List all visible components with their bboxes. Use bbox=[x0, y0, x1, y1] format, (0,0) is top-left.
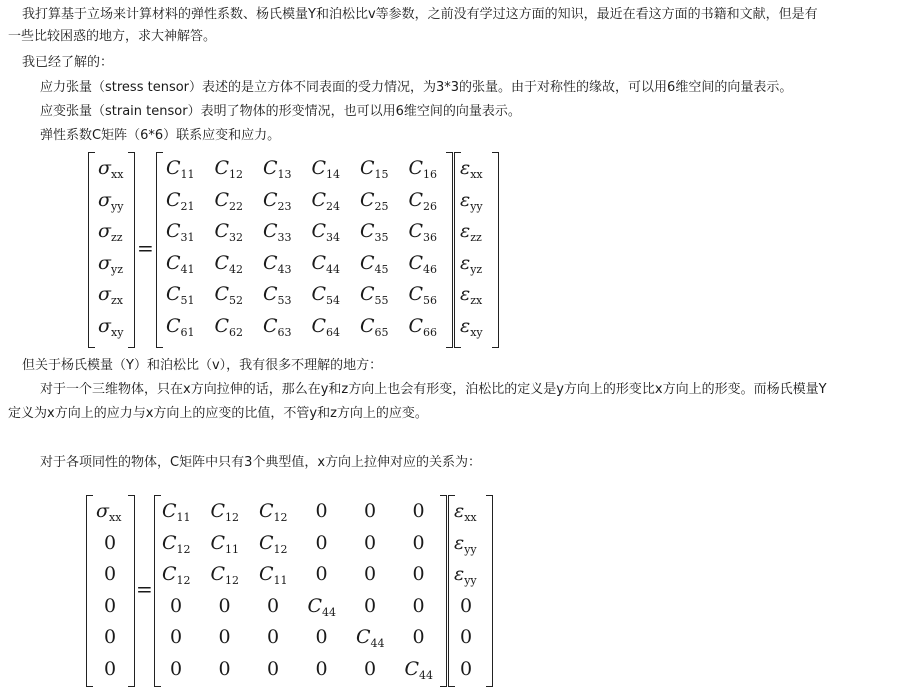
c-matrix-entry: $C_{64}$ bbox=[311, 314, 341, 339]
c-matrix-entry: $C_{45}$ bbox=[360, 251, 389, 276]
c-matrix-entry: $C_{44}$ bbox=[307, 594, 337, 619]
c-matrix-entry: $C_{12}$ bbox=[210, 563, 240, 587]
c-matrix-entry: $C_{24}$ bbox=[311, 188, 341, 213]
stress-component: $\sigma_{xx}$ bbox=[96, 500, 122, 524]
c-matrix-entry: $C_{66}$ bbox=[408, 314, 438, 339]
strain-component: $\varepsilon_{xx}$ bbox=[460, 157, 483, 181]
c-matrix-entry: $C_{12}$ bbox=[210, 500, 240, 524]
c-matrix-entry: 0 bbox=[412, 563, 425, 585]
c-matrix-entry: $C_{44}$ bbox=[356, 626, 385, 650]
stress-component: $\sigma_{zx}$ bbox=[98, 283, 123, 307]
c-matrix-entry: 0 bbox=[363, 657, 377, 680]
c-matrix-entry: 0 bbox=[169, 594, 183, 617]
c-matrix-entry: $C_{32}$ bbox=[214, 220, 244, 244]
c-matrix-entry: $C_{63}$ bbox=[263, 314, 292, 339]
stress-component: $\sigma_{xy}$ bbox=[98, 314, 124, 339]
c-matrix-entry: 0 bbox=[412, 531, 425, 554]
strain-component: 0 bbox=[459, 626, 473, 648]
rhs-right-bracket bbox=[486, 495, 493, 687]
intro-line-1: 我打算基于立场来计算材料的弹性系数、杨氏模量Y和泊松比v等参数，之前没有学过这方面的知识，最近在看这方面的书籍和文献，但是有 bbox=[22, 7, 818, 22]
c-matrix-entry: $C_{41}$ bbox=[166, 251, 195, 276]
strain-component: $\varepsilon_{yy}$ bbox=[454, 563, 477, 587]
c-matrix-entry: $C_{44}$ bbox=[404, 657, 434, 682]
c-matrix-entry: 0 bbox=[315, 626, 328, 648]
strain-component: $\varepsilon_{zz}$ bbox=[460, 220, 482, 244]
c-matrix-entry: $C_{36}$ bbox=[408, 220, 438, 244]
c-matrix-entry: 0 bbox=[315, 563, 328, 585]
c-matrix-entry: $C_{53}$ bbox=[263, 283, 292, 307]
c-matrix-entry: 0 bbox=[266, 594, 280, 617]
rhs-right-bracket bbox=[492, 152, 499, 348]
stress-component: 0 bbox=[103, 626, 117, 648]
c-matrix-entry: $C_{26}$ bbox=[408, 188, 438, 213]
equals-sign: = bbox=[136, 577, 153, 601]
c-matrix-entry: $C_{61}$ bbox=[166, 314, 195, 339]
c-matrix-entry: $C_{23}$ bbox=[263, 188, 292, 213]
stress-component: $\sigma_{zz}$ bbox=[98, 220, 123, 244]
c-matrix-entry: $C_{44}$ bbox=[311, 251, 341, 276]
strain-component: $\varepsilon_{zx}$ bbox=[460, 283, 483, 307]
c-matrix-entry: $C_{51}$ bbox=[166, 283, 195, 307]
lhs-right-bracket bbox=[128, 152, 135, 348]
c-matrix-entry: $C_{16}$ bbox=[408, 157, 438, 181]
c-matrix-entry: 0 bbox=[363, 500, 377, 522]
equals-sign: = bbox=[137, 236, 154, 260]
stress-component: $\sigma_{yy}$ bbox=[98, 188, 124, 213]
intro-line-2: 一些比较困惑的地方，求大神解答。 bbox=[8, 29, 217, 44]
c-matrix-entry: $C_{11}$ bbox=[166, 157, 195, 181]
c-matrix-entry: 0 bbox=[315, 531, 328, 554]
stress-component: 0 bbox=[103, 594, 117, 617]
c-matrix-entry: 0 bbox=[169, 657, 183, 680]
c-matrix-entry: $C_{13}$ bbox=[263, 157, 292, 181]
stress-component: 0 bbox=[103, 563, 117, 585]
c-matrix-entry: $C_{12}$ bbox=[214, 157, 244, 181]
c-matrix-entry: $C_{62}$ bbox=[214, 314, 244, 339]
elasticity-equation-isotropic bbox=[86, 495, 496, 687]
c-matrix-entry: $C_{34}$ bbox=[311, 220, 341, 244]
c-matrix-entry: $C_{12}$ bbox=[162, 563, 191, 587]
c-matrix-entry: $C_{15}$ bbox=[360, 157, 389, 181]
c-matrix-entry: $C_{14}$ bbox=[311, 157, 341, 181]
c-matrix-entry: 0 bbox=[266, 626, 280, 648]
lhs-right-bracket bbox=[128, 495, 135, 687]
strain-component: 0 bbox=[459, 594, 473, 617]
c-matrix-entry: $C_{65}$ bbox=[360, 314, 389, 339]
c-matrix-entry: 0 bbox=[363, 594, 377, 617]
known-header: 我已经了解的： bbox=[22, 55, 114, 70]
stress-component: 0 bbox=[103, 657, 117, 680]
c-matrix-entry: $C_{31}$ bbox=[166, 220, 195, 244]
stress-tensor-text: 应力张量（stress tensor）表述的是立方体不同表面的受力情况，为3*3的张量。由于对称性的缘故，可以用6维空间的向量表示。 bbox=[40, 80, 793, 95]
c-matrix-right-bracket bbox=[446, 152, 453, 348]
c-matrix-entry: $C_{46}$ bbox=[408, 251, 438, 276]
c-matrix-entry: $C_{52}$ bbox=[214, 283, 244, 307]
stress-component: $\sigma_{yz}$ bbox=[98, 251, 123, 276]
body-line-2: 定义为x方向上的应力与x方向上的应变的比值，不管y和z方向上的应变。 bbox=[8, 406, 428, 421]
elasticity-equation-general bbox=[88, 152, 508, 348]
c-matrix-entry: $C_{54}$ bbox=[311, 283, 341, 307]
c-matrix-entry: 0 bbox=[218, 626, 231, 648]
c-matrix-entry: $C_{12}$ bbox=[259, 531, 288, 556]
c-matrix-entry: $C_{35}$ bbox=[360, 220, 389, 244]
strain-component: $\varepsilon_{xx}$ bbox=[454, 500, 477, 524]
stress-component: $\sigma_{xx}$ bbox=[98, 157, 124, 181]
c-matrix-entry: 0 bbox=[412, 626, 425, 648]
elastic-matrix-text: 弹性系数C矩阵（6*6）联系应变和应力。 bbox=[40, 128, 281, 143]
c-matrix-entry: 0 bbox=[169, 626, 183, 648]
c-matrix-entry: $C_{25}$ bbox=[360, 188, 389, 213]
lhs-left-bracket bbox=[88, 152, 95, 348]
strain-component: $\varepsilon_{yy}$ bbox=[460, 188, 483, 213]
strain-tensor-text: 应变张量（strain tensor）表明了物体的形变情况，也可以用6维空间的向量表示。 bbox=[40, 104, 521, 119]
strain-component: $\varepsilon_{xy}$ bbox=[460, 314, 483, 339]
isotropic-text: 对于各项同性的物体，C矩阵中只有3个典型值，x方向上拉伸对应的关系为： bbox=[40, 455, 482, 470]
c-matrix-entry: $C_{12}$ bbox=[162, 531, 191, 556]
strain-component: $\varepsilon_{yz}$ bbox=[460, 251, 483, 276]
c-matrix-entry: $C_{11}$ bbox=[210, 531, 240, 556]
c-matrix-entry: $C_{11}$ bbox=[162, 500, 191, 524]
c-matrix-entry: $C_{42}$ bbox=[214, 251, 244, 276]
c-matrix-entry: $C_{43}$ bbox=[263, 251, 292, 276]
c-matrix-left-bracket bbox=[156, 152, 163, 348]
stress-component: 0 bbox=[103, 531, 117, 554]
c-matrix-entry: $C_{21}$ bbox=[166, 188, 195, 213]
c-matrix-entry: $C_{11}$ bbox=[259, 563, 288, 587]
c-matrix-entry: $C_{55}$ bbox=[360, 283, 389, 307]
c-matrix-entry: $C_{33}$ bbox=[263, 220, 292, 244]
body-line-1: 对于一个三维物体，只在x方向拉伸的话，那么在y和z方向上也会有形变，泊松比的定义是y方向上的形变比x方向上的形变。而杨氏模量Y bbox=[40, 382, 827, 397]
c-matrix-entry: 0 bbox=[412, 500, 425, 522]
c-matrix-entry: 0 bbox=[315, 500, 328, 522]
c-matrix-entry: $C_{56}$ bbox=[408, 283, 438, 307]
c-matrix-entry: 0 bbox=[315, 657, 328, 680]
c-matrix-entry: 0 bbox=[363, 531, 377, 554]
c-matrix-entry: 0 bbox=[218, 657, 231, 680]
c-matrix-entry: 0 bbox=[266, 657, 280, 680]
question-text: 但关于杨氏模量（Y）和泊松比（v），我有很多不理解的地方： bbox=[22, 358, 383, 373]
c-matrix-entry: $C_{22}$ bbox=[214, 188, 244, 213]
c-matrix-entry: 0 bbox=[363, 563, 377, 585]
strain-component: 0 bbox=[459, 657, 473, 680]
c-matrix-entry: $C_{12}$ bbox=[259, 500, 288, 524]
c-matrix-entry: 0 bbox=[218, 594, 231, 617]
strain-component: $\varepsilon_{yy}$ bbox=[454, 531, 477, 556]
c-matrix-entry: 0 bbox=[412, 594, 425, 617]
